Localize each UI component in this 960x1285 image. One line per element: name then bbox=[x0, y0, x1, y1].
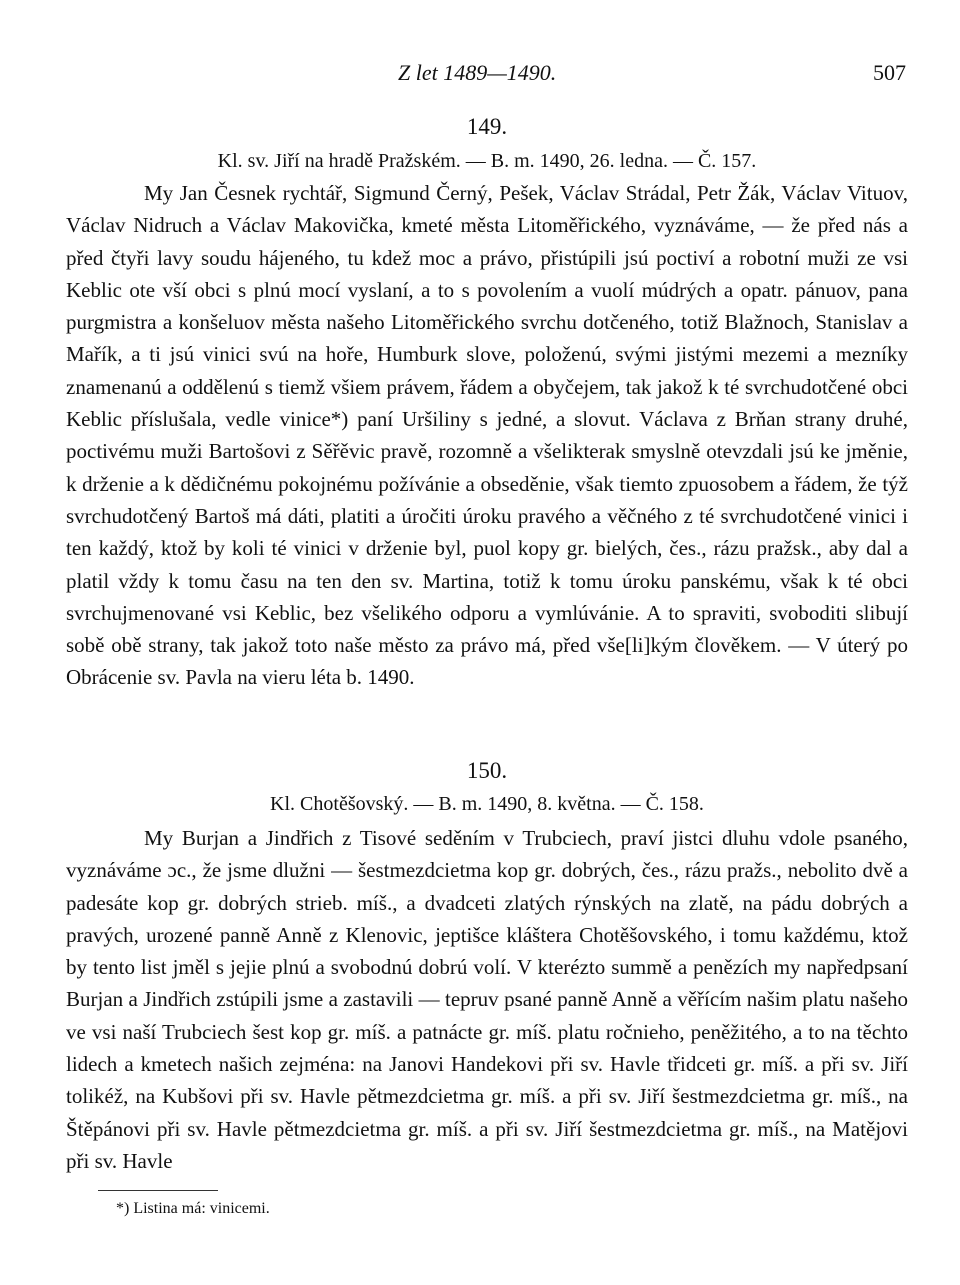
document-header: Kl. Chotěšovský. — B. m. 1490, 8. května. — Č. 158. bbox=[270, 793, 704, 815]
document-paragraph: My Burjan a Jindřich z Tisové seděním v Trubciech, praví jistci dluhu vdole psaného, vyznáváme ɔc., že jsme dlužni — šestmezdcietma kop gr. dobrých, čes., rázu pražs., nebolito dvě a padesáte kop gr. dobrých strieb. míš., a dvadceti zlatých rýnských na zlatě, na pádu dobrých a pravých, urozené panně Anně z Klenovic, jeptišce kláštera Chotěšovského, i tomu každému, ktož by tento list jměl s jejie plnú a svobodnú dobrú volí. V kterézto summě a penězích my napředpsaní Burjan a Jindřich zstúpili jsme a zastavili — tepruv psané panně Anně a věřícím našim platu našeho ve vsi naší Trubciech šest kop gr. míš. a patnácte gr. míš. platu ročnieho, peněžitého, a to na těchto lidech a kmetech našich zejména: na Janovi Handekovi při sv. Havle třidceti gr. míš. a při sv. Jiří tolikéž, na Kubšovi při sv. Havle pětmezdcietma gr. míš. a při sv. Jiří šestmezdcietma gr. míš., na Štěpánovi při sv. Havle pětmezdcietma gr. míš. a při sv. Jiří šestmezdcietma gr. míš., na Matějovi při sv. Havle bbox=[66, 826, 908, 1173]
document-body bbox=[66, 822, 908, 1177]
document-body bbox=[66, 177, 908, 694]
document-paragraph: My Jan Česnek rychtář, Sigmund Černý, Pešek, Václav Strádal, Petr Žák, Václav Vituov, Václav Nidruch a Václav Makovička, kmeté města Litoměřického, vyznáváme, — že před nás a před čtyři lavy soudu hájeného, tu kdež moc a právo, přistúpili jsú poctiví a robotní muži ze vsi Keblic ote vší obci s plnú mocí vyslaní, a to s povolením a vuolí múdrých a opatr. pánuov, pana purgmistra a konšeluov města našeho Litoměřického svrchu dotčeného, totiž Blažnoch, Stanislav a Mařík, a ti jsú vinici svú na hoře, Humburk slove, položenú, svými jistými mezemi a mezníky znamenanú a oddělenú s tiemž všiem právem, řádem a obyčejem, tak jakož k té svrchudotčené obci Keblic příslušala, vedle vinice*) paní Uršiliny s jedné, a slovut. Václava z Brňan strany druhé, poctivému muži Bartošovi z Sěřěvic pravě, rozomně a všelikterak smyslně otevzdali jsú ke jměnie, k drženie a k dědičnému pokojnému požívánie a obseděnie, však tiemto zpuosobem a řádem, že týž svrchudotčený Bartoš má dáti, platiti a úročiti úroku pravého a věčného z té svrchudotčené vinici i ten každý, ktož by koli té vinici v drženie byl, puol kopy gr. bielých, čes., rázu pražsk., aby dal a platil vždy k tomu času na ten den sv. Martina, totiž k tomu úroku panskému, však k té obci svrchujmenované vsi Keblic, bez všelikého odporu a vymlúvánie. A to spraviti, svoboditi slibují sobě obě strany, tak jakož toto naše město za právo má, před vše[li]kým člověkem. — V úterý po Obrácenie sv. Pavla na vieru léta b. 1490. bbox=[66, 181, 908, 690]
document-number: 150. bbox=[466, 758, 508, 783]
document-header: Kl. sv. Jiří na hradě Pražském. — B. m. 1490, 26. ledna. — Č. 157. bbox=[217, 150, 757, 172]
running-title: Z let 1489—1490. bbox=[398, 60, 557, 85]
running-head bbox=[66, 60, 908, 90]
book-page bbox=[66, 0, 908, 1285]
page-number: 507 bbox=[873, 60, 906, 85]
footnote-divider bbox=[98, 1190, 218, 1191]
footnote: *) Listina má: vinicemi. bbox=[116, 1200, 270, 1217]
document-number: 149. bbox=[466, 114, 508, 139]
